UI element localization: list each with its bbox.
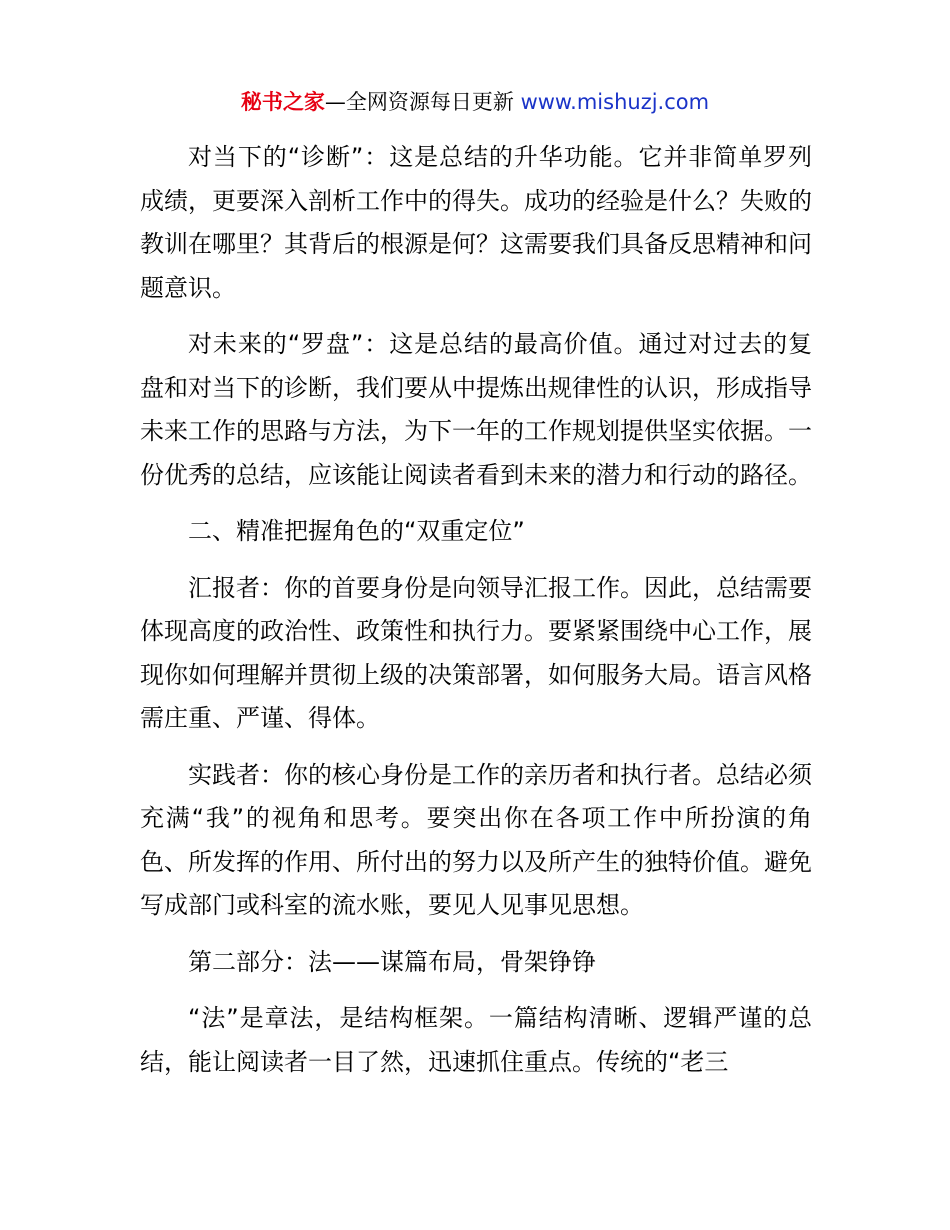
paragraph-reporter: 汇报者：你的首要身份是向领导汇报工作。因此，总结需要体现高度的政治性、政策性和执行力。要紧紧围绕中心工作，展现你如何理解并贯彻上级的决策部署，如何服务大局。语言风格需庄重、严谨、得体。 xyxy=(140,573,812,732)
website-link[interactable]: www.mishuzj.com xyxy=(520,90,710,114)
header-tagline: —全网资源每日更新 xyxy=(324,90,521,114)
paragraph-compass: 对未来的“罗盘”：这是总结的最高价值。通过对过去的复盘和对当下的诊断，我们要从中提炼出规律性的认识，形成指导未来工作的思路与方法，为下一年的工作规划提供坚实依据。一份优秀的总结，应该能让阅读者看到未来的潜力和行动的路径。 xyxy=(140,330,812,489)
paragraph-structure-intro: “法”是章法，是结构框架。一篇结构清晰、逻辑严谨的总结，能让阅读者一目了然，迅速抓住重点。传统的“老三 xyxy=(140,1004,812,1076)
part-heading-structure: 第二部分：法——谋篇布局，骨架铮铮 xyxy=(188,947,596,976)
section-heading-dual-role: 二、精准把握角色的“双重定位” xyxy=(188,517,525,545)
page-header xyxy=(0,86,950,118)
document-body xyxy=(140,136,812,1097)
paragraph-diagnosis: 对当下的“诊断”：这是总结的升华功能。它并非简单罗列成绩，更要深入剖析工作中的得失。成功的经验是什么？失败的教训在哪里？其背后的根源是何？这需要我们具备反思精神和问题意识。 xyxy=(140,143,812,302)
paragraph-practitioner: 实践者：你的核心身份是工作的亲历者和执行者。总结必须充满“我”的视角和思考。要突出你在各项工作中所扮演的角色、所发挥的作用、所付出的努力以及所产生的独特价值。避免写成部门或科室的流水账，要见人见事见思想。 xyxy=(140,760,812,919)
brand-name: 秘书之家 xyxy=(240,90,325,114)
